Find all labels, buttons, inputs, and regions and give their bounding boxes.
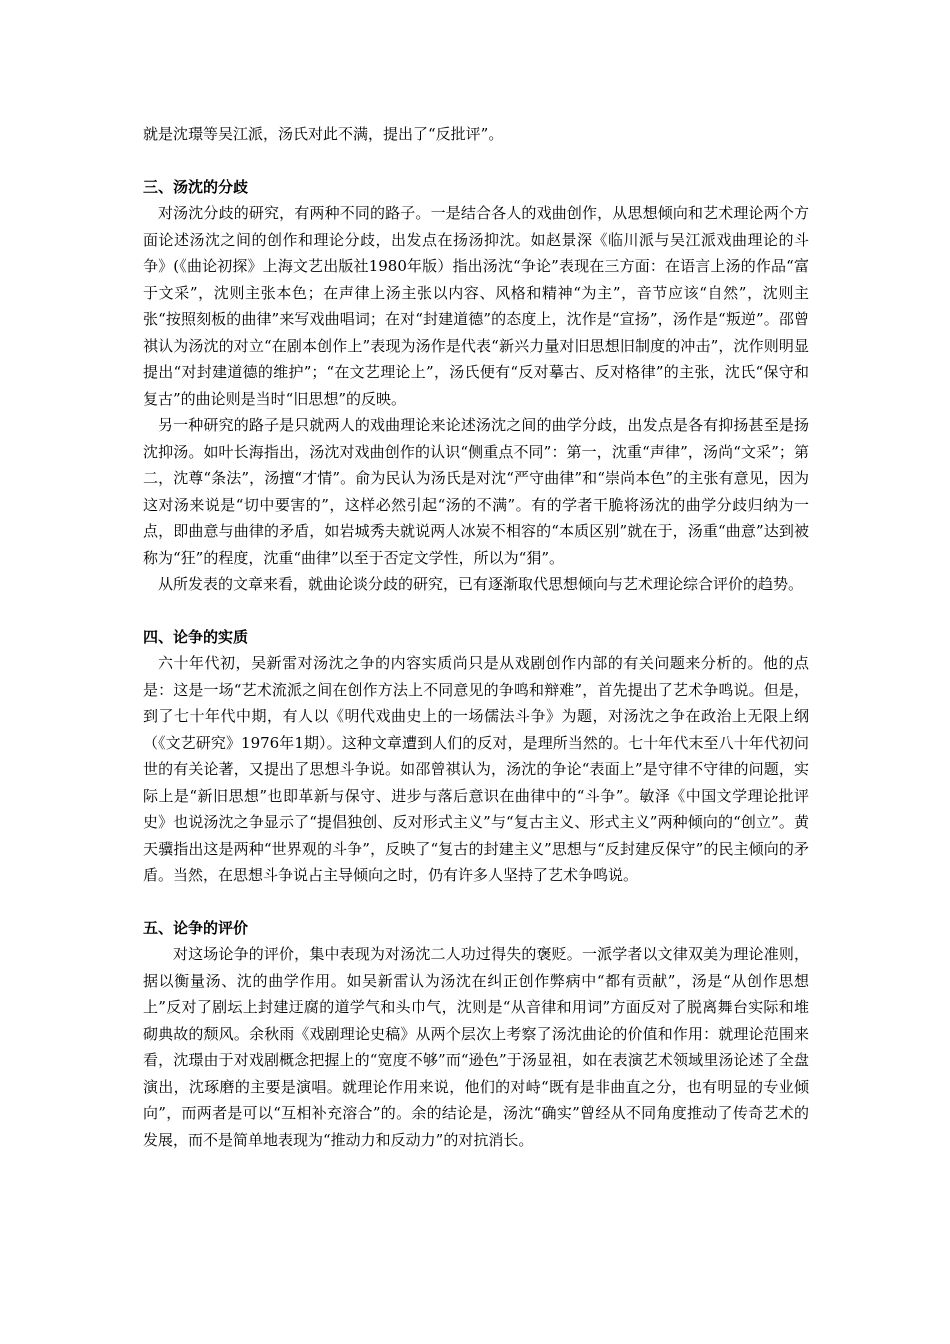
section-heading-3: 三、汤沈的分歧 [143, 177, 249, 196]
section-3-paragraph-1: 对汤沈分歧的研究，有两种不同的路子。一是结合各人的戏曲创作，从思想倾向和艺术理论两个方面论述汤沈之间的创作和理论分歧，出发点在扬汤抑沈。如赵景深《临川派与吴江派戏曲理论的斗争》(《曲论初探》上海文艺出版社1980年版）指出汤沈“争论”表现在三方面：在语言上汤的作品“富于文采”，沈则主张本色；在声律上汤主张以内容、风格和精神“为主”，音节应该“自然”，沈则主张“按照刻板的曲律”来写戏曲唱词；在对“封建道德”的态度上，沈作是“宣扬”，汤作是“叛逆”。邵曾祺认为汤沈的对立“在剧本创作上”表现为汤作是代表“新兴力量对旧思想旧制度的冲击”，沈作则明显提出“对封建道德的维护”；“在文艺理论上”，汤氏便有“反对摹古、反对格律”的主张，沈氏“保守和复古”的曲论则是当时“旧思想”的反映。 [143, 204, 809, 408]
section-5-paragraph-1: 对这场论争的评价，集中表现为对汤沈二人功过得失的褒贬。一派学者以文律双美为理论准则，据以衡量汤、沈的曲学作用。如吴新雷认为汤沈在纠正创作弊病中“都有贡献”，汤是“从创作思想上”反对了剧坛上封建迂腐的道学气和头巾气，沈则是“从音律和用词”方面反对了脱离舞台实际和堆砌典故的颓风。余秋雨《戏剧理论史稿》从两个层次上考察了汤沈曲论的价值和作用：就理论范围来看，沈璟由于对戏剧概念把握上的“宽度不够”而“逊色”于汤显祖，如在表演艺术领域里汤论述了全盘演出，沈琢磨的主要是演唱。就理论作用来说，他们的对峙“既有是非曲直之分，也有明显的专业倾向”，而两者是可以“互相补充溶合”的。余的结论是，汤沈“确实”曾经从不同角度推动了传奇艺术的发展，而不是简单地表现为“推动力和反动力”的对抗消长。 [143, 945, 809, 1149]
intro-line: 就是沈璟等吴江派，汤氏对此不满，提出了“反批评”。 [143, 125, 504, 143]
document-body [143, 121, 809, 1153]
section-gap [143, 148, 809, 174]
section-3-paragraph-2: 另一种研究的路子是只就两人的戏曲理论来论述汤沈之间的曲学分歧，出发点是各有抑扬甚至是扬沈抑汤。如叶长海指出，汤沈对戏曲创作的认识“侧重点不同”：第一，沈重“声律”，汤尚“文采”；第二，沈尊“条法”，汤擅“才情”。俞为民认为汤氏是对沈“严守曲律”和“崇尚本色”的主张有意见，因为这对汤来说是“切中要害的”，这样必然引起“汤的不满”。有的学者干脆将汤沈的曲学分歧归纳为一点，即曲意与曲律的矛盾，如岩城秀夫就说两人冰炭不相容的“本质区别”就在于，汤重“曲意”达到被称为“狂”的程度，沈重“曲律”以至于否定文学性，所以为“狷”。 [143, 416, 809, 567]
section-3-paragraph-3: 从所发表的文章来看，就曲论谈分歧的研究，已有逐渐取代思想倾向与艺术理论综合评价的趋势。 [158, 575, 804, 593]
section-heading-5: 五、论争的评价 [143, 918, 249, 937]
section-heading-4: 四、论争的实质 [143, 627, 249, 646]
section-4-paragraph-1: 六十年代初，吴新雷对汤沈之争的内容实质尚只是从戏剧创作内部的有关问题来分析的。他的点是：这是一场“艺术流派之间在创作方法上不同意见的争鸣和辩难”，首先提出了艺术争鸣说。但是，到了七十年代中期，有人以《明代戏曲史上的一场儒法斗争》为题，对汤沈之争在政治上无限上纲（《文艺研究》1976年1期）。这种文章遭到人们的反对，是理所当然的。七十年代末至八十年代初问世的有关论著，又提出了思想斗争说。如邵曾祺认为，汤沈的争论“表面上”是守律不守律的问题，实际上是“新旧思想”也即革新与保守、进步与落后意识在曲律中的“斗争”。敏泽《中国文学理论批评史》也说汤沈之争显示了“提倡独创、反对形式主义”与“复古主义、形式主义”两种倾向的“创立”。黄天骥指出这是两种“世界观的斗争”，反映了“复古的封建主义”思想与“反封建反保守”的民主倾向的矛盾。当然，在思想斗争说占主导倾向之时，仍有许多人坚持了艺术争鸣说。 [143, 654, 809, 884]
section-gap [143, 889, 809, 915]
section-gap [143, 598, 809, 624]
